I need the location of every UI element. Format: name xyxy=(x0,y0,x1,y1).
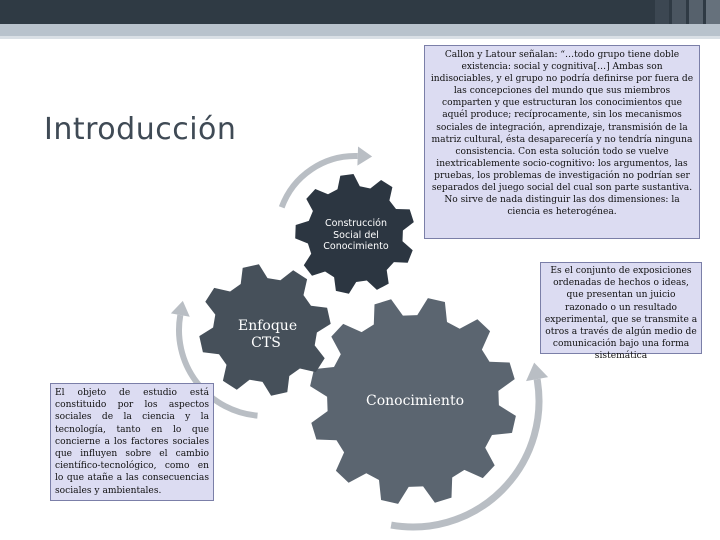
gear-label-construccion: Construcción Social del Conocimiento xyxy=(323,218,389,252)
cycle-arrow-head-left xyxy=(171,301,190,317)
cycle-arrow-head-top xyxy=(357,146,372,165)
gear-label-enfoque: Enfoque CTS xyxy=(238,318,298,351)
page-title: Introducción xyxy=(44,112,237,147)
objeto-de-estudio: El objeto de estudio está constituido por los aspectos sociales de la ciencia y la tecnología, tanto en lo que concierne a los factores sociales que influyen sobre el cambio científico-tecnológico, como en lo que atañe a las consecuencias sociales y ambientales. xyxy=(50,383,214,501)
cycle-arrow-head-right xyxy=(526,363,548,381)
gear-label-conocimiento: Conocimiento xyxy=(365,393,464,409)
definition-conocimiento: Es el conjunto de exposiciones ordenadas de hechos o ideas, que presentan un juicio razonado o un resultado experimental, que se transmite a otros a través de algún medio de comunicación bajo una forma sistemática xyxy=(540,262,702,354)
quote-callon-latour: Callon y Latour señalan: “…todo grupo tiene doble existencia: social y cognitiva[…] Ambas son indisociables, y el grupo no podría definirse por fuera de las concepciones del mundo que sus miembros comparten y que estructuran los conocimientos que aquél produce; recíprocamente, sin los mecanismos sociales de integración, aprendizaje, transmisión de la matriz cultural, ésta desaparecería y no tendría ninguna consistencia. Con esta solución todo se vuelve inextricablemente socio-cognitivo: los argumentos, las pruebas, los problemas de investigación no podrían ser separados del juego social del cual son parte sustantiva. No sirve de nada distinguir las dos dimensiones: la ciencia es heterogénea. xyxy=(424,45,700,239)
